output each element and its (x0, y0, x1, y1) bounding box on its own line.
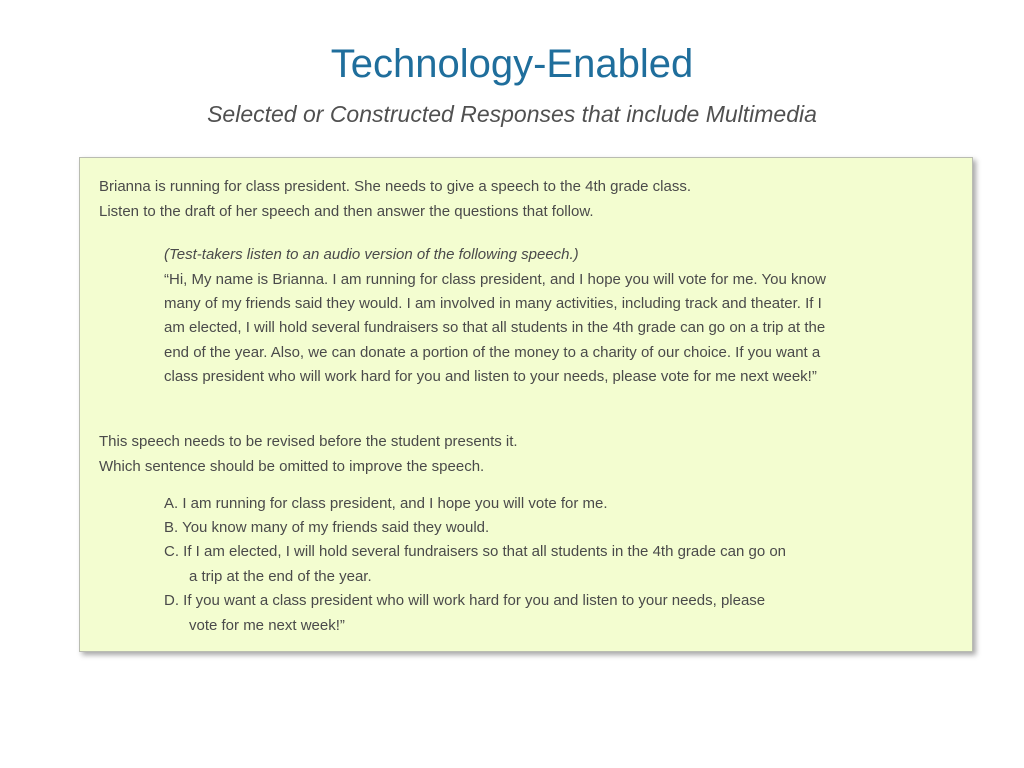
speech-line-4: end of the year. Also, we can donate a portion of the money to a charity of our choice. If you want a (164, 344, 821, 361)
option-b[interactable]: B. You know many of my friends said they would. (164, 519, 490, 536)
question-line-1: This speech needs to be revised before the student presents it. (99, 433, 518, 450)
option-c[interactable]: C. If I am elected, I will hold several fundraisers so that all students in the 4th grade can go on (164, 543, 787, 560)
speech-line-2: many of my friends said they would. I am involved in many activities, including track and theater. If I (164, 295, 822, 312)
speech-line-3: am elected, I will hold several fundraisers so that all students in the 4th grade can go on a trip at the (164, 319, 826, 336)
speech-line-1: “Hi, My name is Brianna. I am running for class president, and I hope you will vote for me. You know (164, 271, 826, 288)
intro-line-2: Listen to the draft of her speech and then answer the questions that follow. (99, 203, 594, 220)
option-a[interactable]: A. I am running for class president, and I hope you will vote for me. (164, 495, 608, 512)
question-line-2: Which sentence should be omitted to improve the speech. (99, 458, 485, 475)
speech-line-5: class president who will work hard for you and listen to your needs, please vote for me next week!” (164, 368, 817, 385)
option-d[interactable]: D. If you want a class president who will work hard for you and listen to your needs, please (164, 592, 766, 609)
intro-line-1: Brianna is running for class president. She needs to give a speech to the 4th grade class. (99, 178, 692, 195)
question-card (79, 157, 973, 652)
option-c-continued[interactable]: a trip at the end of the year. (189, 568, 372, 585)
slide-title: Technology-Enabled (330, 42, 694, 86)
audio-note: (Test-takers listen to an audio version of the following speech.) (164, 246, 579, 263)
slide-subtitle: Selected or Constructed Responses that include Multimedia (207, 101, 817, 127)
option-d-continued[interactable]: vote for me next week!” (189, 617, 345, 634)
